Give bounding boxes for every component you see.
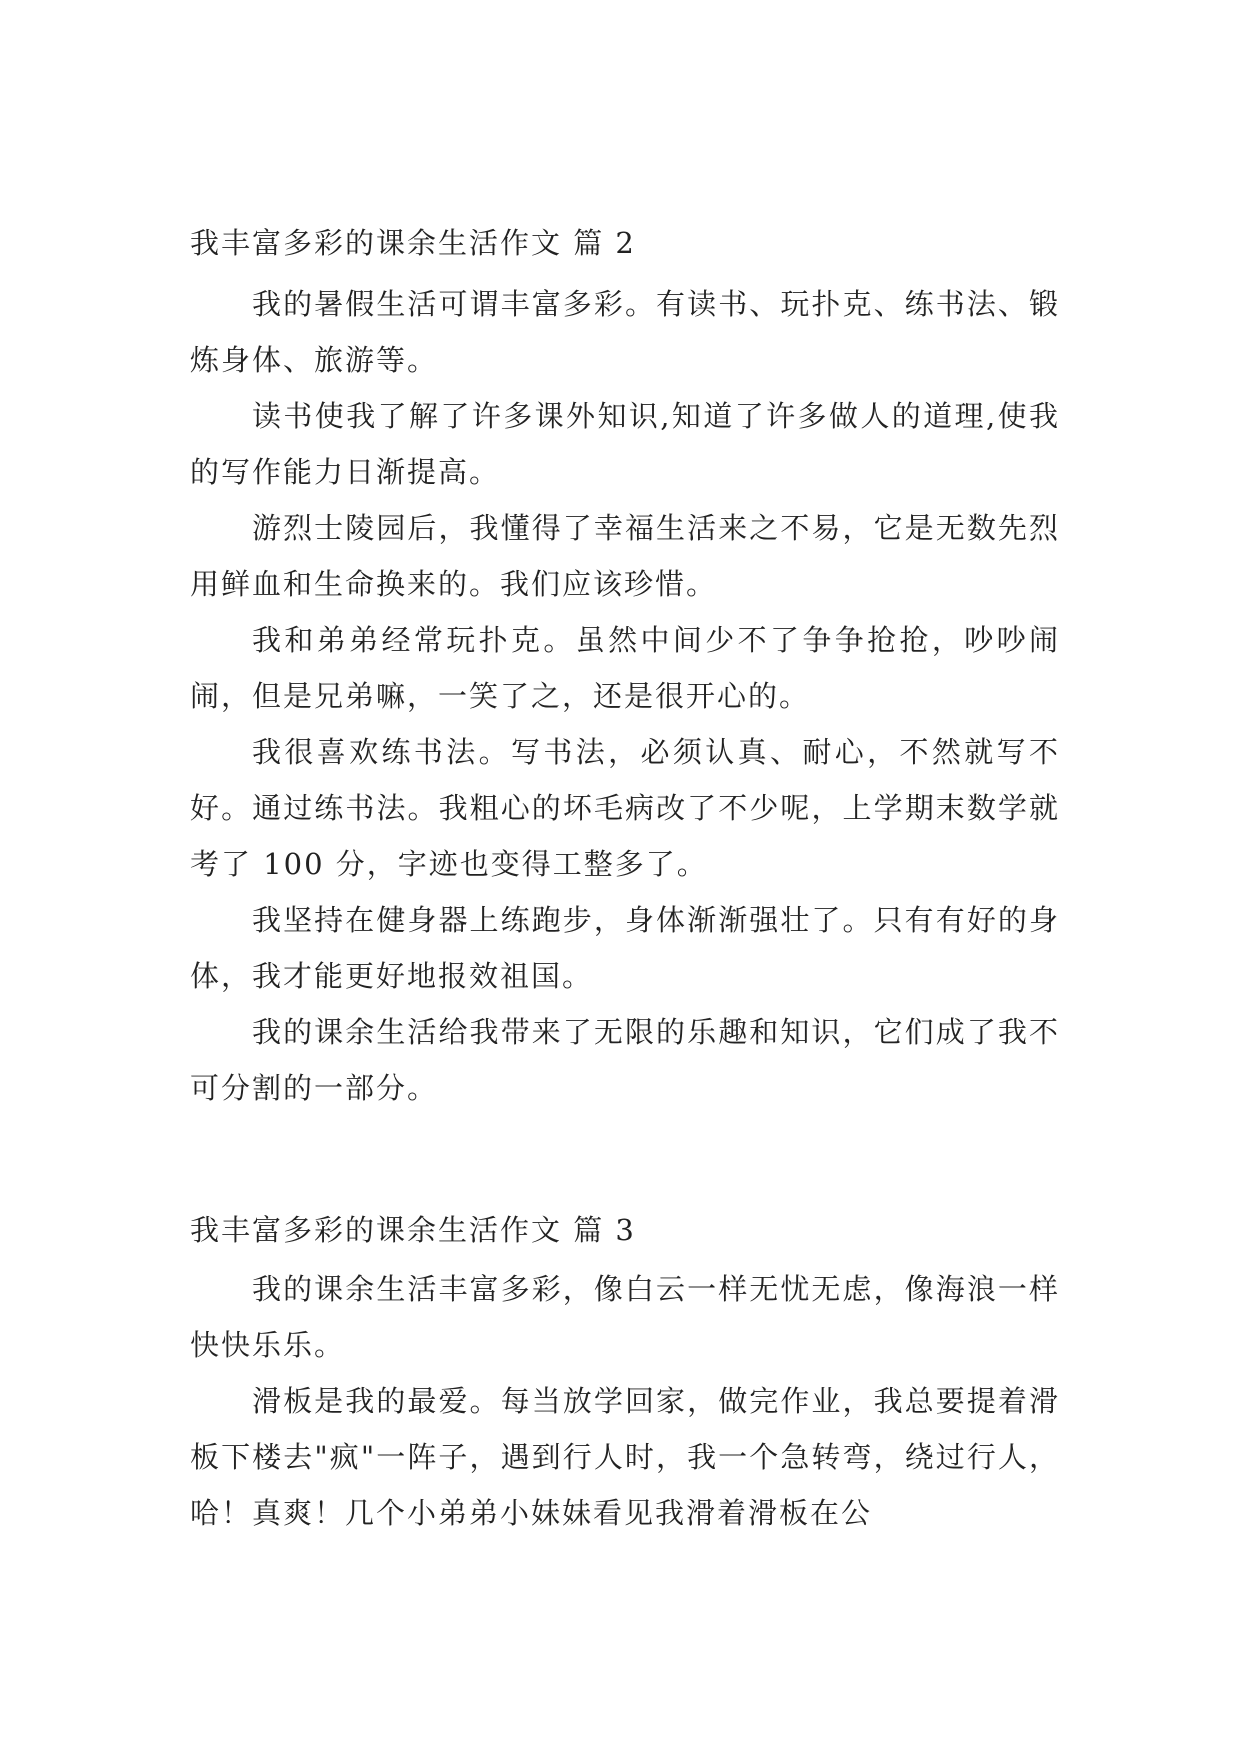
section-title: 我丰富多彩的课余生活作文 篇 2 [190,226,636,260]
section-title: 我丰富多彩的课余生活作文 篇 3 [190,1213,636,1247]
section-body [190,276,1060,1116]
section-body [190,1261,1060,1541]
paragraph: 游烈士陵园后，我懂得了幸福生活来之不易，它是无数先烈用鲜血和生命换来的。我们应该珍惜。 [190,511,1060,601]
paragraph: 我坚持在健身器上练跑步，身体渐渐强壮了。只有有好的身体，我才能更好地报效祖国。 [190,903,1060,993]
paragraph: 我的课余生活丰富多彩，像白云一样无忧无虑，像海浪一样快快乐乐。 [190,1272,1060,1362]
paragraph: 读书使我了解了许多课外知识,知道了许多做人的道理,使我的写作能力日渐提高。 [190,399,1060,489]
essay-section-2 [190,226,1060,1116]
paragraph: 我很喜欢练书法。写书法，必须认真、耐心，不然就写不好。通过练书法。我粗心的坏毛病改了不少呢，上学期末数学就考了 100 分，字迹也变得工整多了。 [190,735,1060,881]
paragraph: 我的暑假生活可谓丰富多彩。有读书、玩扑克、练书法、锻炼身体、旅游等。 [190,287,1060,377]
paragraph: 滑板是我的最爱。每当放学回家，做完作业，我总要提着滑板下楼去"疯"一阵子，遇到行人时，我一个急转弯，绕过行人，哈！真爽！几个小弟弟小妹妹看见我滑着滑板在公 [190,1384,1060,1530]
paragraph: 我的课余生活给我带来了无限的乐趣和知识，它们成了我不可分割的一部分。 [190,1015,1060,1105]
paragraph: 我和弟弟经常玩扑克。虽然中间少不了争争抢抢，吵吵闹闹，但是兄弟嘛，一笑了之，还是很开心的。 [190,623,1060,713]
essay-section-3 [190,1213,1060,1541]
